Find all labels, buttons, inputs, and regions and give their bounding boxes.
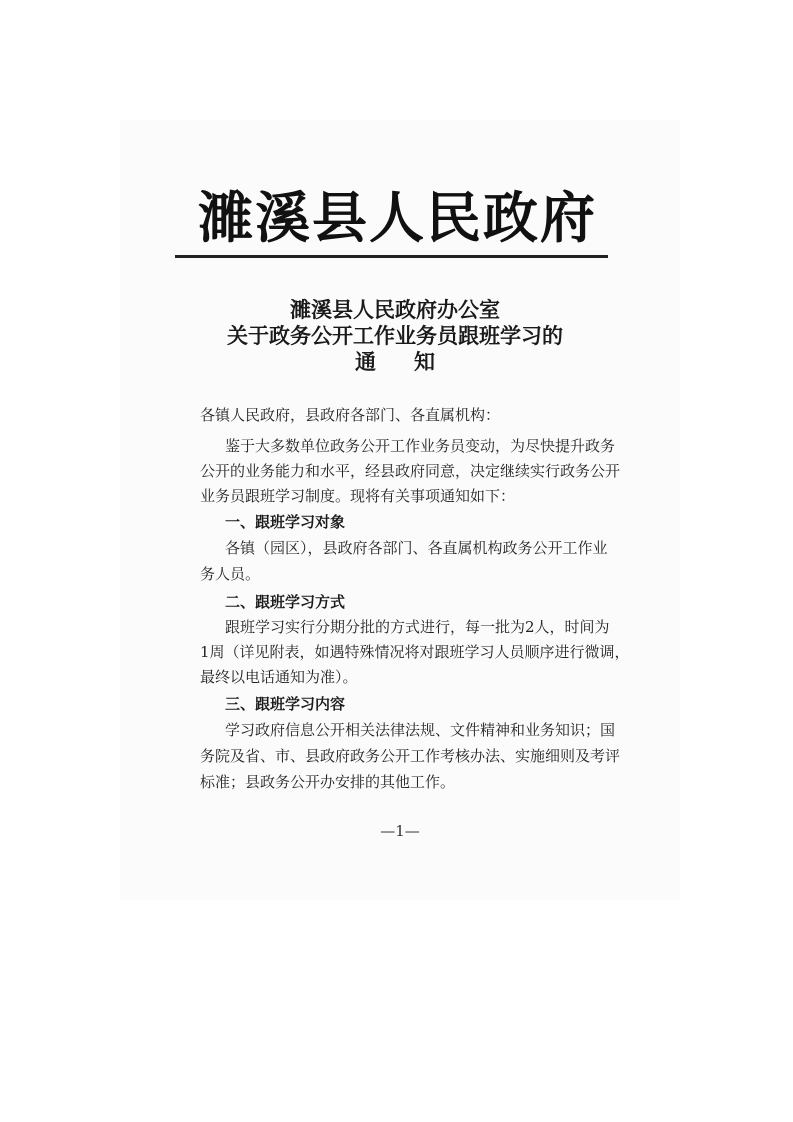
- section-line: 各镇（园区），县政府各部门、各直属机构政务公开工作业: [225, 539, 608, 557]
- salutation: 各镇人民政府，县政府各部门、各直属机构：: [200, 406, 501, 424]
- section-line: 1周（详见附表，如遇特殊情况将对跟班学习人员顺序进行微调，: [200, 643, 630, 661]
- letterhead-title: 濉溪县人民政府: [198, 185, 598, 250]
- section-heading: 三、跟班学习内容: [225, 695, 346, 713]
- intro-line: 业务员跟班学习制度。现将有关事项通知如下：: [200, 487, 516, 505]
- notice-title-line2: 关于政务公开工作业务员跟班学习的: [227, 324, 563, 348]
- notice-title-line1: 濉溪县人民政府办公室: [290, 298, 500, 322]
- section-line: 跟班学习实行分期分批的方式进行，每一批为2人，时间为: [225, 618, 610, 636]
- notice-title-line3: 通知: [355, 350, 473, 374]
- section-line: 标准；县政务公开办安排的其他工作。: [200, 773, 456, 791]
- section-line: 务人员。: [200, 565, 261, 583]
- section-line: 学习政府信息公开相关法律法规、文件精神和业务知识；国: [225, 721, 616, 739]
- section-heading: 二、跟班学习方式: [225, 593, 346, 611]
- letterhead-rule: [175, 255, 608, 258]
- intro-line: 鉴于大多数单位政务公开工作业务员变动，为尽快提升政务: [225, 437, 616, 455]
- intro-line: 公开的业务能力和水平，经县政府同意，决定继续实行政务公开: [200, 462, 621, 480]
- section-line: 最终以电话通知为准）。: [200, 668, 358, 686]
- section-heading: 一、跟班学习对象: [225, 513, 346, 531]
- page-number: —1—: [380, 822, 420, 840]
- section-line: 务院及省、市、县政府政务公开工作考核办法、实施细则及考评: [200, 747, 621, 765]
